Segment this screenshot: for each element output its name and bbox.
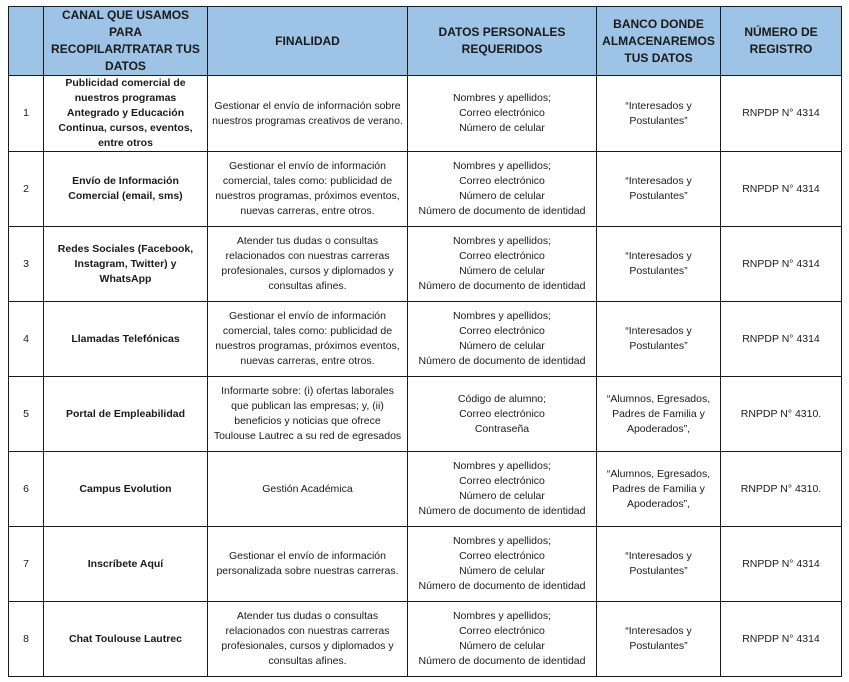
datos-item: Número de documento de identidad <box>418 280 586 292</box>
banco-cell: “Interesados y Postulantes” <box>597 227 721 302</box>
header-finalidad: FINALIDAD <box>208 7 408 76</box>
table-body <box>9 76 842 677</box>
header-canal: CANAL QUE USAMOS PARA RECOPILAR/TRATAR TUS DATOS <box>44 7 208 76</box>
row-number: 3 <box>9 227 44 302</box>
finalidad-cell: Informarte sobre: (i) ofertas laborales que publican las empresas; y, (ii) beneficios y noticias que ofrece Toulouse Lautrec a su red de egresados <box>208 377 408 452</box>
banco-cell: “Alumnos, Egresados, Padres de Familia y Apoderados”, <box>597 452 721 527</box>
row-number: 1 <box>9 76 44 152</box>
datos-item: Número de celular <box>459 565 545 577</box>
datos-item: Número de documento de identidad <box>418 505 586 517</box>
data-processing-table <box>8 6 842 677</box>
row-number: 2 <box>9 152 44 227</box>
canal-cell: Redes Sociales (Facebook, Instagram, Twitter) y WhatsApp <box>44 227 208 302</box>
finalidad-cell: Gestionar el envío de información comercial, tales como: publicidad de nuestros programas, próximos eventos, nuevas carreras, entre otros. <box>208 152 408 227</box>
row-number: 6 <box>9 452 44 527</box>
finalidad-cell: Gestionar el envío de información sobre nuestros programas creativos de verano. <box>208 76 408 152</box>
banco-cell: “Interesados y Postulantes” <box>597 527 721 602</box>
row-number: 8 <box>9 602 44 677</box>
datos-item: Correo electrónico <box>459 407 545 420</box>
datos-cell <box>408 602 597 677</box>
datos-item: Correo electrónico <box>459 250 545 262</box>
datos-cell <box>408 527 597 602</box>
table-row <box>9 377 842 452</box>
datos-item: Número de documento de identidad <box>418 355 586 367</box>
datos-item: Nombres y apellidos; <box>452 92 552 104</box>
table-row <box>9 76 842 152</box>
datos-item: Nombres y apellidos; <box>452 535 552 547</box>
datos-item: Número de documento de identidad <box>418 655 586 667</box>
table-row <box>9 152 842 227</box>
datos-item: Número de celular <box>459 340 545 352</box>
datos-cell <box>408 452 597 527</box>
registro-cell: RNPDP N° 4314 <box>721 227 842 302</box>
canal-cell: Llamadas Telefónicas <box>44 302 208 377</box>
canal-cell: Publicidad comercial de nuestros programas Antegrado y Educación Continua, cursos, eventos, entre otros <box>44 76 208 152</box>
row-number: 5 <box>9 377 44 452</box>
datos-item: Número de celular <box>459 265 545 277</box>
registro-cell: RNPDP N° 4314 <box>721 76 842 152</box>
datos-cell <box>408 152 597 227</box>
canal-cell: Chat Toulouse Lautrec <box>44 602 208 677</box>
header-registro: NÚMERO DE REGISTRO <box>721 7 842 76</box>
registro-cell: RNPDP N° 4310. <box>721 377 842 452</box>
datos-item: Número de celular <box>459 640 545 652</box>
finalidad-cell: Gestión Académica <box>208 452 408 527</box>
table-row <box>9 527 842 602</box>
datos-item: Correo electrónico <box>459 325 545 337</box>
datos-item: Nombres y apellidos; <box>452 310 552 322</box>
row-number: 7 <box>9 527 44 602</box>
banco-cell: “Interesados y Postulantes” <box>597 602 721 677</box>
datos-item: Número de documento de identidad <box>418 580 586 592</box>
datos-item: Número de documento de identidad <box>418 205 586 217</box>
table-row <box>9 302 842 377</box>
datos-item: Número de celular <box>459 490 545 502</box>
canal-cell: Portal de Empleabilidad <box>44 377 208 452</box>
datos-item: Correo electrónico <box>459 550 545 562</box>
header-row <box>9 7 842 76</box>
datos-item: Número de celular <box>459 190 545 202</box>
datos-item: Número de celular <box>459 122 545 134</box>
table-row <box>9 602 842 677</box>
registro-cell: RNPDP N° 4314 <box>721 152 842 227</box>
datos-cell <box>408 377 597 452</box>
datos-item: Nombres y apellidos; <box>452 235 552 247</box>
finalidad-cell: Atender tus dudas o consultas relacionados con nuestras carreras profesionales, cursos y diplomados y consultas afines. <box>208 227 408 302</box>
banco-cell: “Interesados y Postulantes” <box>597 76 721 152</box>
header-datos: DATOS PERSONALES REQUERIDOS <box>408 7 597 76</box>
row-number: 4 <box>9 302 44 377</box>
canal-cell: Campus Evolution <box>44 452 208 527</box>
canal-cell: Envío de Información Comercial (email, sms) <box>44 152 208 227</box>
datos-item: Nombres y apellidos; <box>452 460 552 472</box>
datos-item: Nombres y apellidos; <box>452 160 552 172</box>
table-row <box>9 227 842 302</box>
datos-item: Correo electrónico <box>459 625 545 637</box>
datos-item: Correo electrónico <box>459 475 545 487</box>
datos-item: Correo electrónico <box>459 175 545 187</box>
datos-item: Contraseña <box>474 422 530 435</box>
finalidad-cell: Gestionar el envío de información comercial, tales como: publicidad de nuestros programas, próximos eventos, nuevas carreras, entre otros. <box>208 302 408 377</box>
banco-cell: “Interesados y Postulantes” <box>597 152 721 227</box>
datos-item: Nombres y apellidos; <box>452 610 552 622</box>
registro-cell: RNPDP N° 4314 <box>721 602 842 677</box>
finalidad-cell: Atender tus dudas o consultas relacionados con nuestras carreras profesionales, cursos y diplomados y consultas afines. <box>208 602 408 677</box>
table-row <box>9 452 842 527</box>
finalidad-cell: Gestionar el envío de información personalizada sobre nuestras carreras. <box>208 527 408 602</box>
registro-cell: RNPDP N° 4310. <box>721 452 842 527</box>
datos-item: Correo electrónico <box>459 107 545 119</box>
datos-cell <box>408 302 597 377</box>
datos-cell <box>408 227 597 302</box>
datos-cell <box>408 76 597 152</box>
header-banco: BANCO DONDE ALMACENAREMOS TUS DATOS <box>597 7 721 76</box>
banco-cell: “Interesados y Postulantes” <box>597 302 721 377</box>
canal-cell: Inscríbete Aquí <box>44 527 208 602</box>
banco-cell: “Alumnos, Egresados, Padres de Familia y Apoderados”, <box>597 377 721 452</box>
header-index-cell <box>9 7 44 76</box>
registro-cell: RNPDP N° 4314 <box>721 527 842 602</box>
datos-item: Código de alumno; <box>457 392 547 405</box>
registro-cell: RNPDP N° 4314 <box>721 302 842 377</box>
